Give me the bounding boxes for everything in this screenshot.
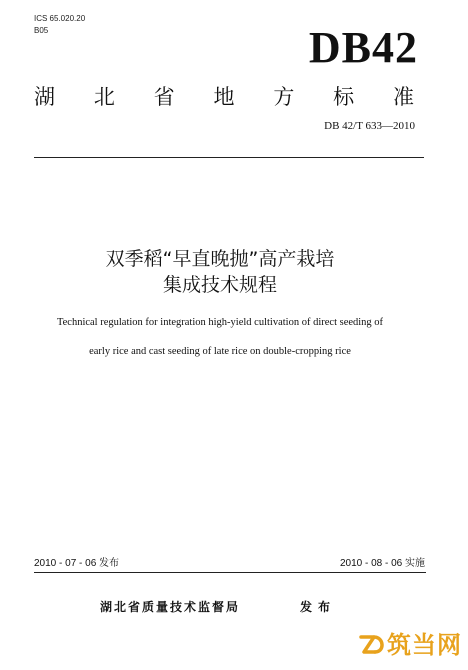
issue-date: 2010 - 07 - 06 发布 bbox=[34, 558, 120, 569]
standard-type-char: 北 bbox=[93, 85, 115, 109]
zd-logo-icon bbox=[357, 630, 387, 660]
standard-code-logo: DB42 bbox=[308, 23, 418, 72]
header-divider bbox=[34, 157, 424, 158]
english-title-line-2: early rice and cast seeding of late rice on double-cropping rice bbox=[89, 346, 351, 357]
standard-type-heading bbox=[34, 84, 414, 110]
chinese-title-line-1: 双季稻“早直晚抛”高产栽培 bbox=[105, 248, 335, 270]
chinese-title-line-2: 集成技术规程 bbox=[162, 274, 277, 296]
publisher-name: 湖北省质量技术监督局 bbox=[100, 600, 241, 614]
footer-divider bbox=[34, 572, 426, 573]
ics-code: ICS 65.020.20 bbox=[34, 14, 86, 23]
standard-type-char: 标 bbox=[333, 85, 355, 109]
standard-type-char: 地 bbox=[213, 85, 235, 109]
implementation-date: 2010 - 08 - 06 实施 bbox=[339, 558, 425, 569]
site-watermark bbox=[357, 628, 462, 662]
watermark-text: 筑当网 bbox=[387, 631, 462, 659]
standard-type-char: 湖 bbox=[34, 85, 55, 109]
standard-type-char: 省 bbox=[153, 85, 175, 109]
publish-label: 发布 bbox=[300, 600, 337, 614]
classification-code: B05 bbox=[34, 26, 49, 35]
standard-type-char: 方 bbox=[273, 85, 295, 109]
english-title-line-1: Technical regulation for integration high-yield cultivation of direct seeding of bbox=[56, 317, 384, 328]
standard-number: DB 42/T 633—2010 bbox=[324, 120, 415, 132]
standard-type-char: 准 bbox=[392, 85, 414, 109]
